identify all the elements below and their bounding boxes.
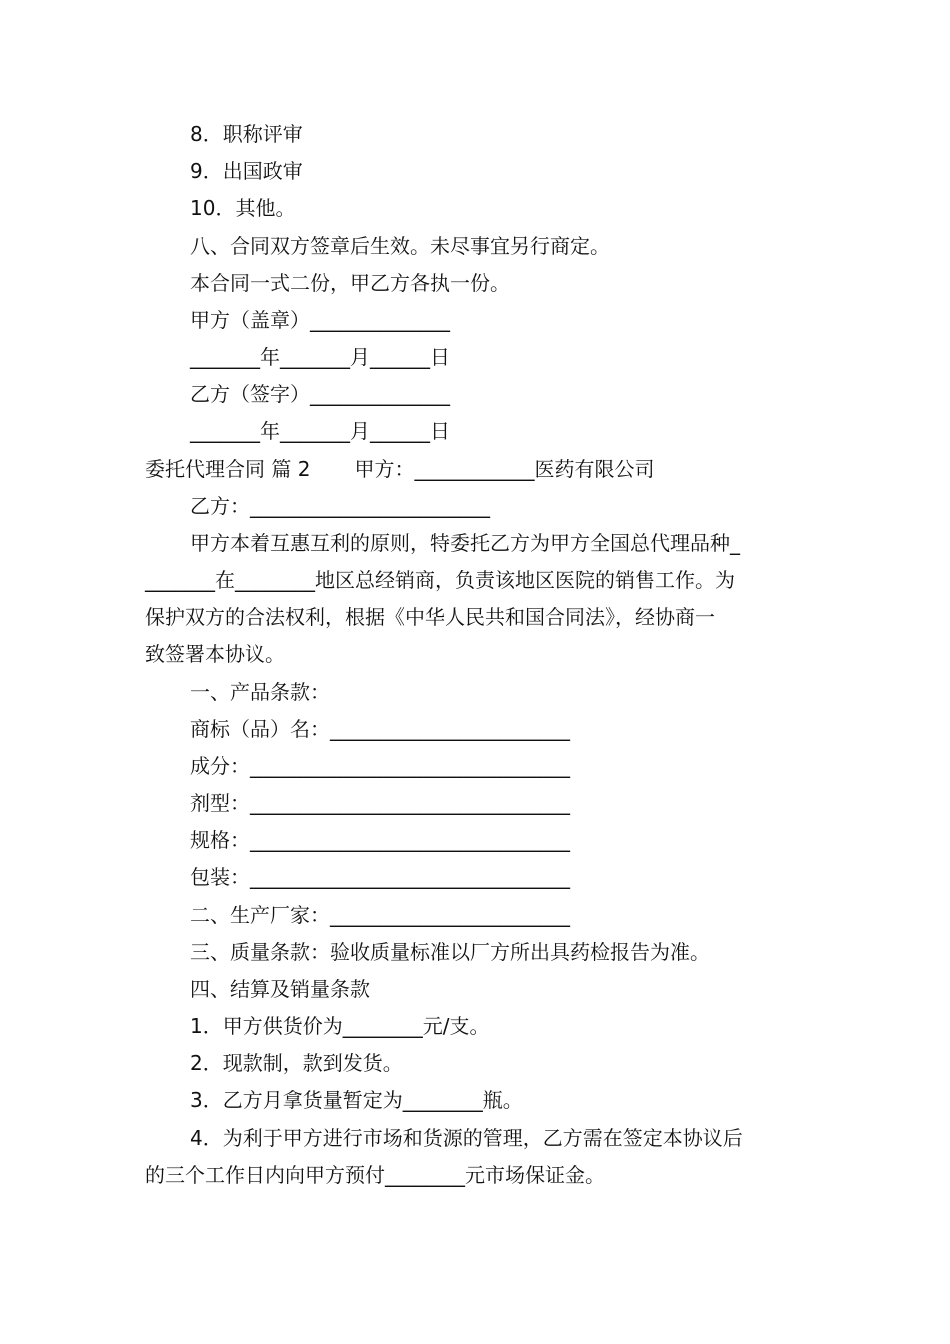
settlement-item-2: 2．现款制，款到发货。 xyxy=(190,1051,403,1075)
intro-paragraph-line-4: 致签署本协议。 xyxy=(145,642,285,666)
section-manufacturer: 二、生产厂家：________________________ xyxy=(190,903,570,927)
settlement-item-3: 3．乙方月拿货量暂定为________瓶。 xyxy=(190,1088,523,1112)
date-line-2: _______年_______月______日 xyxy=(190,419,450,443)
clause-eight: 八、合同双方签章后生效。未尽事宜另行商定。 xyxy=(190,234,610,258)
settlement-item-4-line-1: 4．为利于甲方进行市场和货源的管理，乙方需在签定本协议后 xyxy=(190,1126,743,1150)
intro-paragraph-line-3: 保护双方的合法权利，根据《中华人民共和国合同法》，经协商一 xyxy=(145,605,715,629)
packaging-field: 包装：________________________________ xyxy=(190,865,570,889)
contract-title: 委托代理合同 篇 2 xyxy=(145,457,311,481)
copies-statement: 本合同一式二份，甲乙方各执一份。 xyxy=(190,271,510,295)
list-item-10: 10．其他。 xyxy=(190,196,296,220)
intro-paragraph-line-1: 甲方本着互惠互利的原则，特委托乙方为甲方全国总代理品种_ xyxy=(190,531,740,555)
ingredient-field: 成分：________________________________ xyxy=(190,754,570,778)
section-quality-terms: 三、质量条款：验收质量标准以厂方所出具药检报告为准。 xyxy=(190,940,710,964)
list-item-9: 9．出国政审 xyxy=(190,159,303,183)
brand-name-field: 商标（品）名：________________________ xyxy=(190,717,570,741)
settlement-item-4-line-2: 的三个工作日内向甲方预付________元市场保证金。 xyxy=(145,1163,605,1187)
dosage-form-field: 剂型：________________________________ xyxy=(190,791,570,815)
party-a-line: 甲方：____________医药有限公司 xyxy=(354,457,655,481)
intro-paragraph-line-2: _______在________地区总经销商，负责该地区医院的销售工作。为 xyxy=(145,568,735,592)
list-item-8: 8．职称评审 xyxy=(190,122,303,146)
settlement-item-1: 1．甲方供货价为________元/支。 xyxy=(190,1014,490,1038)
section-settlement-terms: 四、结算及销量条款 xyxy=(190,977,370,1001)
date-line-1: _______年_______月______日 xyxy=(190,345,450,369)
contract-title-row xyxy=(145,451,815,488)
party-b-line: 乙方：________________________ xyxy=(190,494,490,518)
party-b-sign-line: 乙方（签字）______________ xyxy=(190,382,450,406)
section-product-terms: 一、产品条款： xyxy=(190,680,330,704)
specification-field: 规格：________________________________ xyxy=(190,828,570,852)
party-a-seal-line: 甲方（盖章）______________ xyxy=(190,308,450,332)
